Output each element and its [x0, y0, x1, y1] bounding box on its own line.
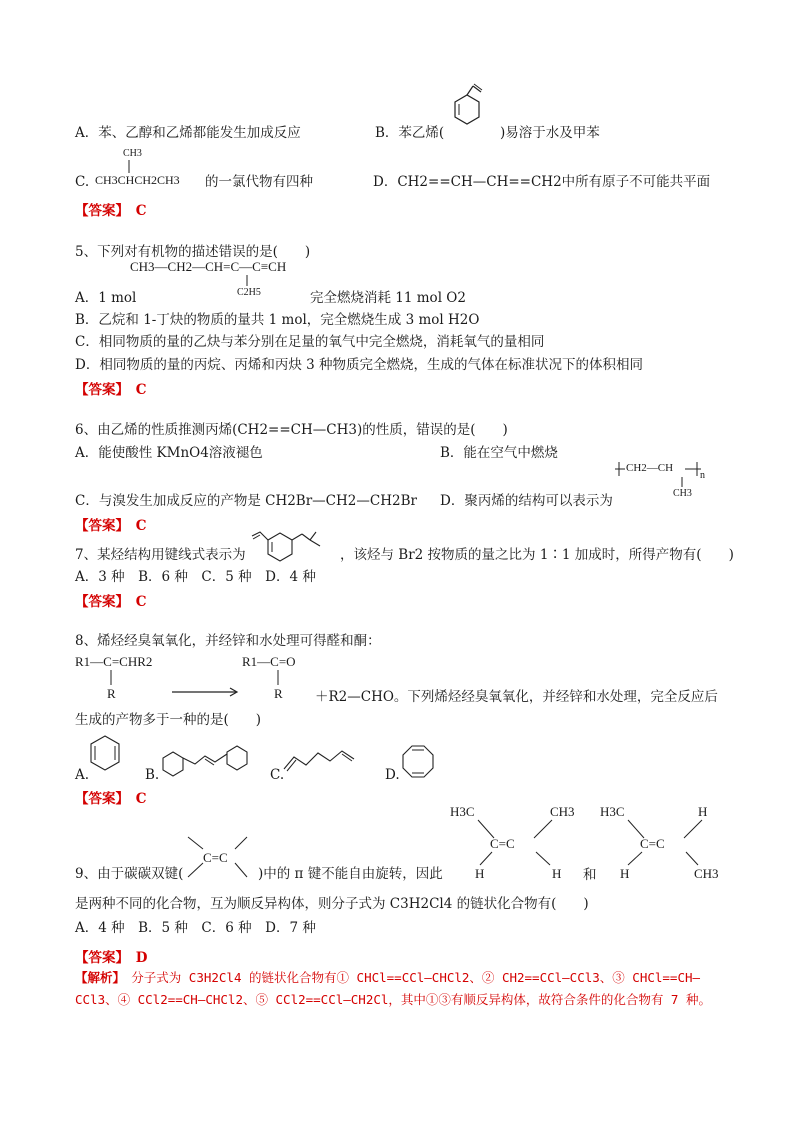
q9-stem-prefix: 9、由于碳碳双键( — [75, 866, 184, 882]
q5-formula-branch: C2H5 — [237, 287, 261, 298]
iso1-double-bond: C=C — [490, 836, 515, 851]
q4-option-c-bond — [128, 160, 132, 174]
q9-stem-line2: 是两种不同的化合物，互为顺反异构体，则分子式为 C3H2Cl4 的链状化合物有( ) — [75, 896, 589, 912]
q5-option-d: D．相同物质的量的丙烷、丙烯和丙炔 3 种物质完全燃烧，生成的气体在标准状况下的体积相同 — [75, 357, 643, 373]
q5-formula-bond — [246, 275, 250, 287]
q8-product-bond — [277, 670, 281, 686]
q6-answer: 【答案】 C — [75, 518, 147, 534]
q6-option-b: B．能在空气中燃烧 — [440, 445, 558, 461]
iso2-bottom-left: H — [620, 866, 630, 881]
iso2-bonds — [620, 820, 710, 870]
q8-reactant-bond — [110, 670, 114, 686]
q6-option-c: C．与溴发生加成反应的产物是 CH2Br—CH2—CH2Br — [75, 493, 417, 509]
iso2-top-left: H3C — [600, 804, 625, 819]
dicyclohexyl-butene-icon — [157, 740, 272, 780]
q4-option-b-suffix: )易溶于水及甲苯 — [500, 125, 600, 141]
q6-polymer-branch: CH3 — [673, 488, 692, 499]
q8-option-c-label: C. — [270, 767, 285, 783]
iso1-bottom-right: H — [552, 866, 562, 881]
q9-explanation — [75, 967, 725, 1011]
q4-option-c-prefix: C. — [75, 174, 90, 190]
q6-option-a: A．能使酸性 KMnO4溶液褪色 — [75, 445, 263, 461]
q4-option-b-prefix: B．苯乙烯( — [375, 125, 445, 141]
q8-stem: 8、烯烃经臭氧氧化，并经锌和水处理可得醛和酮： — [75, 633, 381, 649]
hexadiene-icon — [282, 745, 362, 775]
q9-explanation-label: 【解析】 — [75, 970, 119, 985]
q8-reactant-formula: R1—C=CHR2 — [75, 654, 153, 669]
iso1-bottom-left: H — [475, 866, 485, 881]
q7-skeletal-structure-icon — [250, 528, 340, 564]
q8-option-b-label: B. — [145, 767, 160, 783]
q8-option-d-label: D. — [385, 767, 400, 783]
q7-stem-prefix: 7、某烃结构用键线式表示为 — [75, 547, 246, 563]
q4-option-c-branch: CH3 — [123, 148, 142, 159]
q8-product-formula: R1—C=O — [242, 654, 296, 669]
q5-option-a-prefix: A．1 mol — [75, 290, 137, 306]
q9-explanation-text: 分子式为 C3H2Cl4 的链状化合物有① CHCl==CCl—CHCl2、② CH2==CCl—CCl3、③ CHCl==CH—CCl3、④ CCl2==CH—CHCl2、⑤ CCl2==CCl—CH2Cl，其中①③有顺反异构体，故符合条件的化合物有 7 种。 — [75, 970, 711, 1007]
q6-polymer-chain: CH2—CH — [626, 462, 674, 474]
q5-answer: 【答案】 C — [75, 382, 147, 398]
q5-option-b: B．乙烷和 1-丁炔的物质的量共 1 mol，完全燃烧生成 3 mol H2O — [75, 312, 480, 328]
q9-and: 和 — [583, 867, 597, 883]
iso1-top-right: CH3 — [550, 804, 575, 819]
q9-options: A．4 种 B．5 种 C．6 种 D．7 种 — [75, 920, 316, 936]
q8-product-r: R — [274, 686, 283, 701]
q8-stem-tail: ＋R2—CHO。下列烯烃经臭氧氧化，并经锌和水处理，完全反应后 — [315, 689, 718, 705]
q6-polymer-n: n — [700, 470, 705, 481]
q4-option-c-formula: CH3CHCH2CH3 — [95, 173, 180, 187]
q8-reactant-r: R — [107, 686, 116, 701]
q5-formula: CH3—CH2—CH=C—C≡CH — [130, 259, 287, 274]
q8-option-a-label: A. — [75, 767, 90, 783]
q4-option-a: A．苯、乙醇和乙烯都能发生加成反应 — [75, 125, 301, 141]
reaction-arrow-icon — [172, 687, 242, 697]
q8-answer: 【答案】 C — [75, 791, 147, 807]
q8-stem-line2: 生成的产物多于一种的是( ) — [75, 712, 262, 728]
q5-stem: 5、下列对有机物的描述错误的是( ) — [75, 244, 311, 260]
q4-option-c-suffix: 的一氯代物有四种 — [205, 174, 313, 190]
iso2-bottom-right: CH3 — [694, 866, 719, 881]
q4-answer: 【答案】 C — [75, 203, 147, 219]
q6-stem: 6、由乙烯的性质推测丙烯(CH2==CH—CH3)的性质，错误的是( ) — [75, 422, 508, 438]
iso1-top-left: H3C — [450, 804, 475, 819]
iso2-double-bond: C=C — [640, 836, 665, 851]
q9-stem-mid: )中的 π 键不能自由旋转，因此 — [258, 866, 443, 882]
q7-options: A．3 种 B．6 种 C．5 种 D．4 种 — [75, 569, 316, 585]
q6-option-d: D．聚丙烯的结构可以表示为 — [440, 493, 613, 509]
q5-option-a-suffix: 完全燃烧消耗 11 mol O2 — [310, 290, 466, 306]
iso2-top-right: H — [698, 804, 708, 819]
q5-option-c: C．相同物质的量的乙炔与苯分别在足量的氧气中完全燃烧，消耗氧气的量相同 — [75, 334, 545, 350]
q4-option-d: D．CH2==CH—CH==CH2中所有原子不可能共平面 — [373, 174, 711, 190]
q9-answer: 【答案】 D — [75, 950, 148, 966]
cyclohexadiene-icon — [85, 733, 125, 777]
q9-double-bond-label: C=C — [203, 850, 228, 865]
q7-stem-suffix: ，该烃与 Br2 按物质的量之比为 1∶1 加成时，所得产物有( ) — [340, 547, 734, 563]
iso1-bonds — [470, 820, 560, 870]
styrene-structure-icon — [440, 90, 500, 150]
q7-answer: 【答案】 C — [75, 594, 147, 610]
cyclooctadiene-icon — [398, 742, 438, 782]
